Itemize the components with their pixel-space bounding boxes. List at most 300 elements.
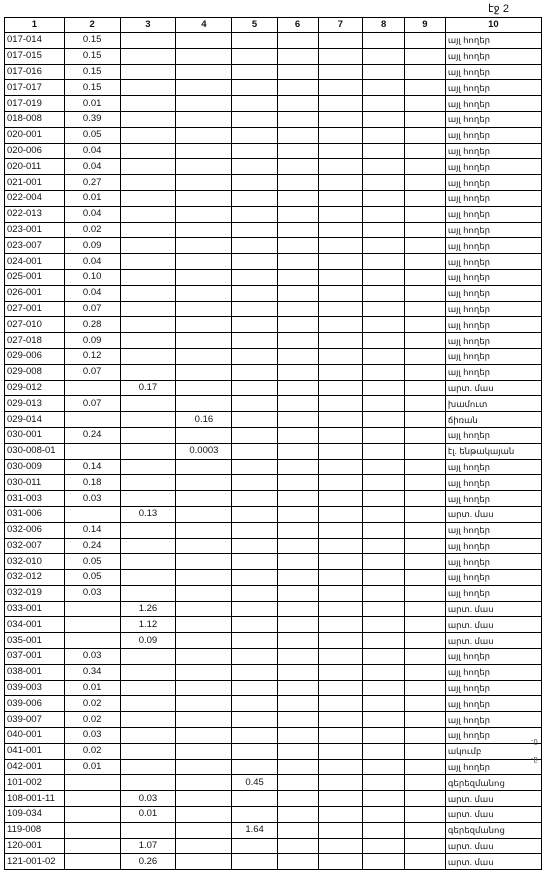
table-cell-col-7: [318, 190, 363, 206]
table-cell-col-8: [363, 111, 405, 127]
table-cell-col-4: [176, 649, 232, 665]
table-cell-col-9: [405, 380, 446, 396]
table-cell-col-10: այլ հողեր: [445, 206, 541, 222]
table-row: [5, 222, 542, 238]
table-cell-col-4: [176, 33, 232, 49]
table-cell-col-9: [405, 585, 446, 601]
table-cell-col-8: [363, 522, 405, 538]
table-cell-col-5: [232, 712, 277, 728]
table-cell-col-10: այլ հողեր: [445, 585, 541, 601]
table-cell-col-8: [363, 506, 405, 522]
table-cell-col-10: այլ հողեր: [445, 269, 541, 285]
table-cell-col-2: [64, 791, 120, 807]
table-cell-col-8: [363, 127, 405, 143]
table-cell-col-7: [318, 254, 363, 270]
table-row: [5, 491, 542, 507]
table-row: [5, 190, 542, 206]
table-cell-col-7: [318, 64, 363, 80]
table-cell-col-5: [232, 96, 277, 112]
table-cell-col-1: 030-011: [5, 475, 65, 491]
column-header-6: 6: [277, 18, 318, 33]
table-cell-col-5: [232, 301, 277, 317]
table-cell-col-9: [405, 538, 446, 554]
table-cell-col-4: [176, 585, 232, 601]
table-cell-col-7: [318, 791, 363, 807]
table-cell-col-7: [318, 317, 363, 333]
table-cell-col-6: [277, 285, 318, 301]
column-header-5: 5: [232, 18, 277, 33]
table-row: [5, 443, 542, 459]
table-cell-col-4: [176, 222, 232, 238]
table-cell-col-4: [176, 491, 232, 507]
table-cell-col-9: [405, 443, 446, 459]
table-cell-col-9: [405, 269, 446, 285]
table-cell-col-7: [318, 301, 363, 317]
table-cell-col-6: [277, 807, 318, 823]
table-cell-col-4: [176, 285, 232, 301]
table-cell-col-7: [318, 222, 363, 238]
table-cell-col-4: [176, 838, 232, 854]
table-cell-col-2: [64, 633, 120, 649]
table-cell-col-7: [318, 728, 363, 744]
table-cell-col-1: 021-001: [5, 175, 65, 191]
table-cell-col-6: [277, 443, 318, 459]
table-cell-col-3: [120, 238, 176, 254]
table-cell-col-9: [405, 33, 446, 49]
table-cell-col-1: 020-006: [5, 143, 65, 159]
table-cell-col-8: [363, 301, 405, 317]
table-cell-col-7: [318, 712, 363, 728]
table-cell-col-6: [277, 680, 318, 696]
table-cell-col-10: արտ. մաս: [445, 633, 541, 649]
table-cell-col-2: 0.39: [64, 111, 120, 127]
table-row: [5, 728, 542, 744]
table-cell-col-1: 031-006: [5, 506, 65, 522]
table-cell-col-2: 0.05: [64, 127, 120, 143]
table-cell-col-1: 039-003: [5, 680, 65, 696]
table-cell-col-9: [405, 617, 446, 633]
table-row: [5, 554, 542, 570]
table-cell-col-1: 032-007: [5, 538, 65, 554]
table-cell-col-5: [232, 348, 277, 364]
table-cell-col-1: 039-006: [5, 696, 65, 712]
table-cell-col-4: [176, 854, 232, 870]
table-cell-col-8: [363, 254, 405, 270]
table-cell-col-10: այլ հողեր: [445, 222, 541, 238]
table-cell-col-3: 0.01: [120, 807, 176, 823]
table-cell-col-9: [405, 728, 446, 744]
table-cell-col-5: [232, 175, 277, 191]
table-cell-col-1: 022-013: [5, 206, 65, 222]
table-cell-col-6: [277, 570, 318, 586]
table-cell-col-3: [120, 759, 176, 775]
table-cell-col-8: [363, 585, 405, 601]
table-cell-col-2: 0.15: [64, 64, 120, 80]
table-cell-col-1: 030-001: [5, 427, 65, 443]
table-cell-col-3: [120, 190, 176, 206]
table-cell-col-4: [176, 506, 232, 522]
table-cell-col-1: 101-002: [5, 775, 65, 791]
table-cell-col-10: այլ հողեր: [445, 111, 541, 127]
table-cell-col-3: [120, 96, 176, 112]
table-cell-col-8: [363, 96, 405, 112]
table-cell-col-4: [176, 301, 232, 317]
table-cell-col-6: [277, 159, 318, 175]
table-cell-col-9: [405, 522, 446, 538]
table-cell-col-8: [363, 728, 405, 744]
table-cell-col-3: [120, 48, 176, 64]
table-cell-col-8: [363, 33, 405, 49]
table-cell-col-10: արտ. մաս: [445, 854, 541, 870]
column-header-7: 7: [318, 18, 363, 33]
table-cell-col-9: [405, 238, 446, 254]
table-cell-col-1: 030-009: [5, 459, 65, 475]
table-cell-col-7: [318, 333, 363, 349]
table-row: [5, 822, 542, 838]
table-cell-col-1: 109-034: [5, 807, 65, 823]
table-cell-col-8: [363, 317, 405, 333]
table-cell-col-4: [176, 238, 232, 254]
table-cell-col-10: այլ հողեր: [445, 427, 541, 443]
table-cell-col-8: [363, 538, 405, 554]
table-cell-col-3: [120, 522, 176, 538]
table-cell-col-6: [277, 301, 318, 317]
table-cell-col-5: [232, 333, 277, 349]
table-cell-col-10: այլ հողեր: [445, 348, 541, 364]
table-cell-col-1: 017-016: [5, 64, 65, 80]
table-cell-col-6: [277, 475, 318, 491]
table-cell-col-8: [363, 649, 405, 665]
table-cell-col-5: [232, 633, 277, 649]
table-cell-col-8: [363, 269, 405, 285]
table-cell-col-4: [176, 190, 232, 206]
table-cell-col-6: [277, 111, 318, 127]
table-cell-col-5: [232, 743, 277, 759]
table-cell-col-2: 0.14: [64, 522, 120, 538]
table-cell-col-3: [120, 664, 176, 680]
table-cell-col-9: [405, 285, 446, 301]
table-cell-col-5: [232, 127, 277, 143]
table-cell-col-1: 017-019: [5, 96, 65, 112]
table-cell-col-1: 042-001: [5, 759, 65, 775]
table-cell-col-8: [363, 175, 405, 191]
table-cell-col-8: [363, 570, 405, 586]
table-cell-col-3: [120, 570, 176, 586]
table-cell-col-6: [277, 254, 318, 270]
table-cell-col-8: [363, 364, 405, 380]
table-cell-col-4: [176, 617, 232, 633]
table-cell-col-1: 017-015: [5, 48, 65, 64]
table-cell-col-3: 0.26: [120, 854, 176, 870]
table-cell-col-2: 0.03: [64, 649, 120, 665]
table-cell-col-7: [318, 475, 363, 491]
table-cell-col-5: [232, 696, 277, 712]
table-cell-col-5: [232, 159, 277, 175]
table-cell-col-7: [318, 380, 363, 396]
table-cell-col-1: 029-008: [5, 364, 65, 380]
table-cell-col-6: [277, 127, 318, 143]
table-cell-col-3: [120, 396, 176, 412]
table-cell-col-7: [318, 143, 363, 159]
table-cell-col-3: [120, 775, 176, 791]
table-cell-col-9: [405, 64, 446, 80]
table-cell-col-8: [363, 380, 405, 396]
table-cell-col-1: 041-001: [5, 743, 65, 759]
table-cell-col-4: [176, 743, 232, 759]
table-cell-col-1: 022-004: [5, 190, 65, 206]
table-cell-col-9: [405, 491, 446, 507]
table-cell-col-8: [363, 696, 405, 712]
table-cell-col-1: 108-001-11: [5, 791, 65, 807]
table-cell-col-5: [232, 791, 277, 807]
table-row: [5, 333, 542, 349]
table-cell-col-3: 1.07: [120, 838, 176, 854]
table-cell-col-10: արտ. մաս: [445, 838, 541, 854]
table-cell-col-3: 0.03: [120, 791, 176, 807]
table-cell-col-5: [232, 522, 277, 538]
table-cell-col-6: [277, 427, 318, 443]
table-row: [5, 317, 542, 333]
table-cell-col-2: 0.01: [64, 759, 120, 775]
table-cell-col-2: 0.05: [64, 570, 120, 586]
table-cell-col-7: [318, 759, 363, 775]
table-cell-col-1: 033-001: [5, 601, 65, 617]
table-cell-col-3: [120, 427, 176, 443]
table-cell-col-2: 0.24: [64, 427, 120, 443]
table-cell-col-2: 0.04: [64, 254, 120, 270]
table-cell-col-6: [277, 538, 318, 554]
table-cell-col-5: [232, 491, 277, 507]
table-cell-col-7: [318, 48, 363, 64]
table-cell-col-1: 032-019: [5, 585, 65, 601]
table-cell-col-9: [405, 333, 446, 349]
table-cell-col-8: [363, 143, 405, 159]
table-cell-col-7: [318, 427, 363, 443]
table-cell-col-2: 0.01: [64, 96, 120, 112]
table-cell-col-4: 0.0003: [176, 443, 232, 459]
table-cell-col-5: [232, 143, 277, 159]
table-cell-col-7: [318, 585, 363, 601]
table-cell-col-10: այլ հողեր: [445, 80, 541, 96]
table-cell-col-10: այլ հողեր: [445, 285, 541, 301]
table-cell-col-5: [232, 269, 277, 285]
table-cell-col-5: [232, 807, 277, 823]
table-cell-col-7: [318, 348, 363, 364]
table-cell-col-4: [176, 269, 232, 285]
table-cell-col-9: [405, 96, 446, 112]
table-cell-col-4: [176, 333, 232, 349]
table-row: [5, 538, 542, 554]
table-cell-col-9: [405, 222, 446, 238]
table-cell-col-6: [277, 585, 318, 601]
table-cell-col-7: [318, 459, 363, 475]
table-row: [5, 459, 542, 475]
table-cell-col-7: [318, 364, 363, 380]
table-cell-col-2: [64, 601, 120, 617]
table-cell-col-6: [277, 143, 318, 159]
table-cell-col-6: [277, 601, 318, 617]
table-cell-col-5: [232, 759, 277, 775]
table-cell-col-5: [232, 317, 277, 333]
table-cell-col-6: [277, 333, 318, 349]
table-cell-col-5: [232, 554, 277, 570]
table-cell-col-10: արտ. մաս: [445, 506, 541, 522]
table-cell-col-8: [363, 459, 405, 475]
table-cell-col-1: 029-006: [5, 348, 65, 364]
table-cell-col-3: [120, 64, 176, 80]
table-cell-col-3: [120, 459, 176, 475]
table-row: [5, 396, 542, 412]
table-cell-col-2: 0.04: [64, 159, 120, 175]
table-cell-col-10: արտ. մաս: [445, 791, 541, 807]
table-cell-col-2: 0.07: [64, 364, 120, 380]
table-cell-col-5: [232, 364, 277, 380]
column-header-9: 9: [405, 18, 446, 33]
table-cell-col-4: [176, 380, 232, 396]
table-cell-col-10: այլ հողեր: [445, 159, 541, 175]
table-cell-col-5: [232, 254, 277, 270]
table-cell-col-1: 020-011: [5, 159, 65, 175]
table-row: [5, 475, 542, 491]
table-cell-col-9: [405, 364, 446, 380]
table-cell-col-1: 025-001: [5, 269, 65, 285]
table-cell-col-3: [120, 222, 176, 238]
table-cell-col-8: [363, 285, 405, 301]
table-cell-col-10: այլ հողեր: [445, 459, 541, 475]
table-cell-col-6: [277, 317, 318, 333]
table-cell-col-1: 029-014: [5, 412, 65, 428]
table-cell-col-9: [405, 649, 446, 665]
table-cell-col-8: [363, 412, 405, 428]
table-cell-col-4: [176, 538, 232, 554]
table-cell-col-10: այլ հողեր: [445, 728, 541, 744]
table-cell-col-3: [120, 206, 176, 222]
table-row: [5, 854, 542, 870]
table-cell-col-3: [120, 696, 176, 712]
table-cell-col-2: 0.03: [64, 728, 120, 744]
table-cell-col-3: [120, 743, 176, 759]
table-cell-col-5: [232, 222, 277, 238]
table-row: [5, 649, 542, 665]
table-cell-col-4: [176, 522, 232, 538]
table-row: [5, 96, 542, 112]
table-cell-col-4: [176, 175, 232, 191]
table-cell-col-9: [405, 127, 446, 143]
table-cell-col-5: [232, 728, 277, 744]
table-cell-col-10: ճիռան: [445, 412, 541, 428]
table-cell-col-1: 018-008: [5, 111, 65, 127]
table-row: [5, 680, 542, 696]
table-cell-col-9: [405, 506, 446, 522]
table-cell-col-2: 0.27: [64, 175, 120, 191]
table-cell-col-10: էլ. ենթակայան: [445, 443, 541, 459]
table-cell-col-4: [176, 633, 232, 649]
table-row: [5, 269, 542, 285]
table-cell-col-5: [232, 80, 277, 96]
table-cell-col-8: [363, 427, 405, 443]
table-cell-col-3: 1.26: [120, 601, 176, 617]
table-cell-col-7: [318, 743, 363, 759]
table-cell-col-6: [277, 238, 318, 254]
table-cell-col-5: [232, 664, 277, 680]
table-cell-col-6: [277, 348, 318, 364]
table-cell-col-2: 0.07: [64, 301, 120, 317]
table-cell-col-10: այլ հողեր: [445, 301, 541, 317]
table-cell-col-8: [363, 333, 405, 349]
table-cell-col-6: [277, 617, 318, 633]
table-cell-col-7: [318, 159, 363, 175]
table-cell-col-9: [405, 348, 446, 364]
table-cell-col-4: [176, 254, 232, 270]
table-cell-col-7: [318, 633, 363, 649]
table-cell-col-7: [318, 854, 363, 870]
table-row: [5, 348, 542, 364]
table-cell-col-4: [176, 680, 232, 696]
table-cell-col-6: [277, 554, 318, 570]
table-cell-col-5: [232, 538, 277, 554]
table-cell-col-3: [120, 80, 176, 96]
table-cell-col-10: այլ հողեր: [445, 538, 541, 554]
table-cell-col-8: [363, 443, 405, 459]
table-cell-col-7: [318, 838, 363, 854]
table-cell-col-5: [232, 64, 277, 80]
table-cell-col-4: [176, 80, 232, 96]
table-cell-col-2: 0.14: [64, 459, 120, 475]
table-cell-col-2: 0.18: [64, 475, 120, 491]
table-cell-col-2: 0.04: [64, 206, 120, 222]
table-cell-col-4: [176, 111, 232, 127]
table-cell-col-5: [232, 427, 277, 443]
table-cell-col-2: 0.03: [64, 585, 120, 601]
table-cell-col-5: [232, 506, 277, 522]
table-cell-col-6: [277, 364, 318, 380]
table-cell-col-4: [176, 48, 232, 64]
table-cell-col-7: [318, 617, 363, 633]
table-cell-col-1: 030-008-01: [5, 443, 65, 459]
table-cell-col-10: այլ հողեր: [445, 333, 541, 349]
table-cell-col-1: 027-001: [5, 301, 65, 317]
table-cell-col-5: [232, 617, 277, 633]
table-cell-col-9: [405, 175, 446, 191]
table-cell-col-3: 1.12: [120, 617, 176, 633]
table-cell-col-7: [318, 807, 363, 823]
table-cell-col-1: 032-006: [5, 522, 65, 538]
table-cell-col-8: [363, 775, 405, 791]
table-cell-col-1: 031-003: [5, 491, 65, 507]
table-cell-col-10: այլ հողեր: [445, 64, 541, 80]
table-cell-col-6: [277, 33, 318, 49]
table-cell-col-5: [232, 412, 277, 428]
table-cell-col-10: ակումբ: [445, 743, 541, 759]
table-cell-col-6: [277, 80, 318, 96]
table-cell-col-9: [405, 111, 446, 127]
table-row: [5, 127, 542, 143]
table-cell-col-1: 032-010: [5, 554, 65, 570]
table-cell-col-4: [176, 127, 232, 143]
table-cell-col-2: [64, 506, 120, 522]
table-cell-col-2: 0.34: [64, 664, 120, 680]
table-cell-col-3: 0.13: [120, 506, 176, 522]
table-cell-col-9: [405, 254, 446, 270]
table-cell-col-6: [277, 412, 318, 428]
table-cell-col-4: [176, 712, 232, 728]
table-cell-col-9: [405, 791, 446, 807]
table-cell-col-8: [363, 664, 405, 680]
table-cell-col-3: [120, 712, 176, 728]
margin-mark: -ը: [531, 738, 538, 745]
table-row: [5, 427, 542, 443]
table-cell-col-4: [176, 143, 232, 159]
